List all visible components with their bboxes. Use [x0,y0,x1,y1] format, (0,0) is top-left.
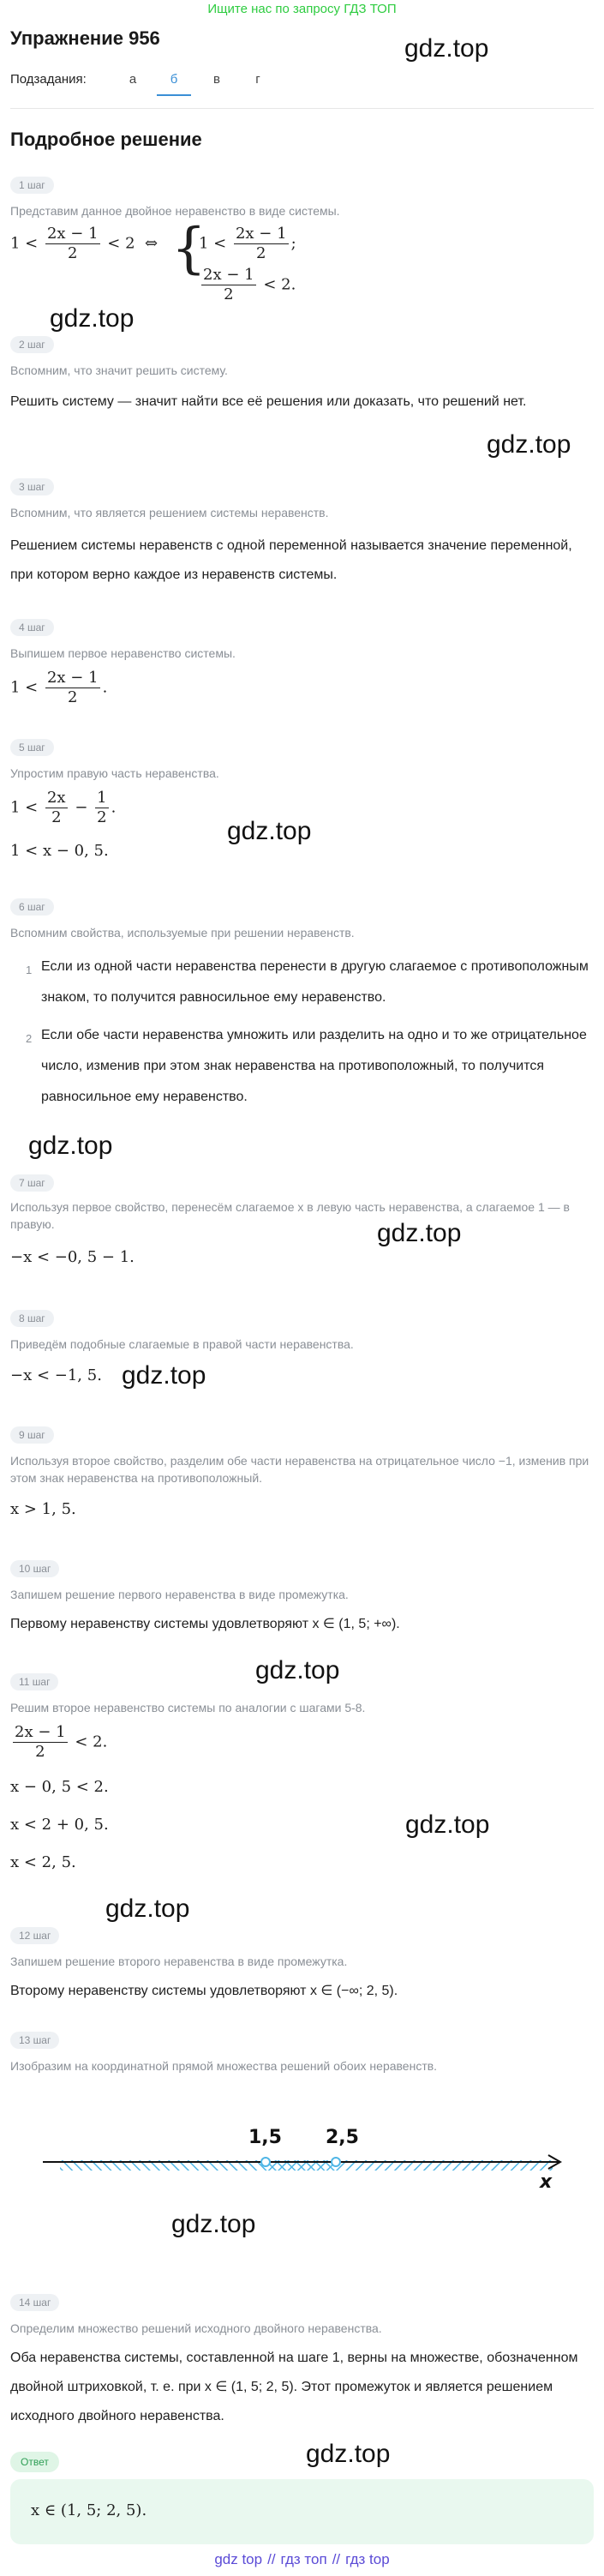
step-math: $\frac{2x - 1}{2}$ < 2. [15,1723,108,1761]
list-item-number: 1 [26,964,33,976]
step-text: Определим множество решений исходного двойного неравенства. [10,2321,382,2335]
watermark: gdz.top [404,34,489,63]
watermark: gdz.top [255,1656,340,1684]
step-text: Используя первое свойство, перенесём слагаемое x в левую часть неравенства, а слагаемое 1 — в правую. [10,1200,570,1231]
step-text: Выпишем первое неравенство системы. [10,646,236,660]
step-text: Вспомним, что значит решить систему. [10,363,228,377]
subtask-tab-a[interactable]: а [129,72,137,87]
step-math: −x < −0, 5 − 1. [10,1248,135,1266]
step-body: Решением системы неравенств с одной переменной называется значение переменной, при котором верно каждое из неравенств системы. [10,538,572,582]
watermark: gdz.top [171,2210,256,2238]
footer-link[interactable]: гдз top [345,2551,390,2567]
step-text: Приведём подобные слагаемые в правой части неравенства. [10,1337,354,1351]
subtask-tab-v[interactable]: в [213,72,220,87]
step-text: Представим данное двойное неравенство в виде системы. [10,204,340,218]
subtasks-label: Подзадания: [10,72,87,87]
point-label-1-5: 1,5 [248,2127,282,2148]
step-text: Запишем решение первого неравенства в виде промежутка. [10,1588,349,1601]
step-badge: 1 шаг [10,177,54,194]
point-1-5 [261,2158,270,2166]
step-text: Вспомним свойства, используемые при решении неравенств. [10,926,355,940]
step-text: Упростим правую часть неравенства. [10,766,219,780]
watermark: gdz.top [487,430,571,459]
section-title: Подробное решение [10,129,202,150]
step-badge: 11 шаг [10,1673,58,1690]
step-math: 1 < $\frac{2x - 1}{2}$ . [10,669,108,706]
system-brace: { [171,217,206,280]
watermark: gdz.top [306,2440,391,2468]
number-line-figure [0,2109,604,2212]
step-badge: 12 шаг [10,1927,59,1944]
watermark: gdz.top [28,1132,113,1160]
point-2-5 [332,2158,340,2166]
step-body: Второму неравенству системы удовлетворяют x ∈ (−∞; 2, 5). [10,1984,398,1998]
step-badge: 8 шаг [10,1310,54,1327]
watermark: gdz.top [405,1810,490,1839]
list-item: Если из одной части неравенства перенести в другую слагаемое с противоположным знаком, то получится равносильное ему неравенство. [41,959,589,1005]
step-badge: 4 шаг [10,619,54,636]
step-text: Решим второе неравенство системы по аналогии с шагами 5-8. [10,1701,366,1714]
step-body: Первому неравенству системы удовлетворяют x ∈ (1, 5; +∞). [10,1617,400,1631]
subtask-tab-g[interactable]: г [255,72,260,87]
step-badge: 7 шаг [10,1174,54,1192]
step-badge: 14 шаг [10,2294,59,2311]
step-text: Изобразим на координатной прямой множества решений обоих неравенств. [10,2059,438,2073]
divider [10,108,594,109]
step-math: x > 1, 5. [10,1500,76,1518]
list-item: Если обе части неравенства умножить или разделить на одно и то же отрицательное число, изменив при этом знак неравенства на противоположный, то получится равносильное ему неравенство. [41,1028,587,1104]
step-badge: 3 шаг [10,478,54,495]
step-badge: 5 шаг [10,739,54,756]
step-body: Решить систему — значит найти все её решения или доказать, что решений нет. [10,394,527,409]
step-badge: 6 шаг [10,898,54,916]
footer-link[interactable]: гдз топ [280,2551,327,2567]
point-label-2-5: 2,5 [326,2127,359,2148]
watermark: gdz.top [50,304,135,333]
axis-label: x [540,2171,553,2193]
footer-links [0,2551,604,2568]
step-text: Используя второе свойство, разделим обе части неравенства на отрицательное число −1, изменив при этом знак неравенства на противоположный. [10,1454,589,1485]
step-text: Вспомним, что является решением системы неравенств. [10,506,329,519]
step-math-line: x < 2, 5. [10,1853,76,1871]
watermark: gdz.top [122,1361,206,1390]
step-text: Запишем решение второго неравенства в виде промежутка. [10,1955,348,1968]
promo-banner: Ищите нас по запросу ГДЗ ТОП [207,2,397,16]
system-line-2: $\frac{2x - 1}{2}$ < 2. [203,266,296,303]
system-line-1: 1 < $\frac{2x - 1}{2}$ ; [199,225,296,262]
step-math-line: x < 2 + 0, 5. [10,1816,109,1834]
footer-link[interactable]: gdz top [214,2551,263,2567]
footer-separator: // [267,2551,276,2567]
step-badge: 9 шаг [10,1426,54,1444]
step-math: −x < −1, 5. [10,1366,102,1384]
list-item-number: 2 [26,1032,33,1045]
step-math: 1 < $\frac{2x}{2}$ − $\frac{1}{2}$ . [10,789,117,826]
watermark: gdz.top [105,1894,190,1923]
step-math-line: x − 0, 5 < 2. [10,1778,109,1796]
footer-separator: // [332,2551,341,2567]
page-title: Упражнение 956 [10,27,160,49]
step-badge: 2 шаг [10,336,54,353]
watermark: gdz.top [227,817,312,845]
step-body: Оба неравенства системы, составленной на шаге 1, верны на множестве, обозначенном двойной штриховкой, т. е. при x ∈ (1, 5; 2, 5). Этот промежуток и является решением исходного двойного неравенства. [10,2351,578,2423]
subtask-tab-b[interactable]: б [157,69,191,96]
answer-badge: Ответ [10,2452,59,2472]
step-math-2: 1 < x − 0, 5. [10,842,109,860]
double-inequality: 1 < $\frac{2x - 1}{2}$ < 2 ⇔ [10,225,158,262]
step-badge: 13 шаг [10,2032,59,2049]
answer-text: x ∈ (1, 5; 2, 5). [31,2501,147,2519]
watermark: gdz.top [377,1219,462,1247]
step-badge: 10 шаг [10,1560,59,1577]
